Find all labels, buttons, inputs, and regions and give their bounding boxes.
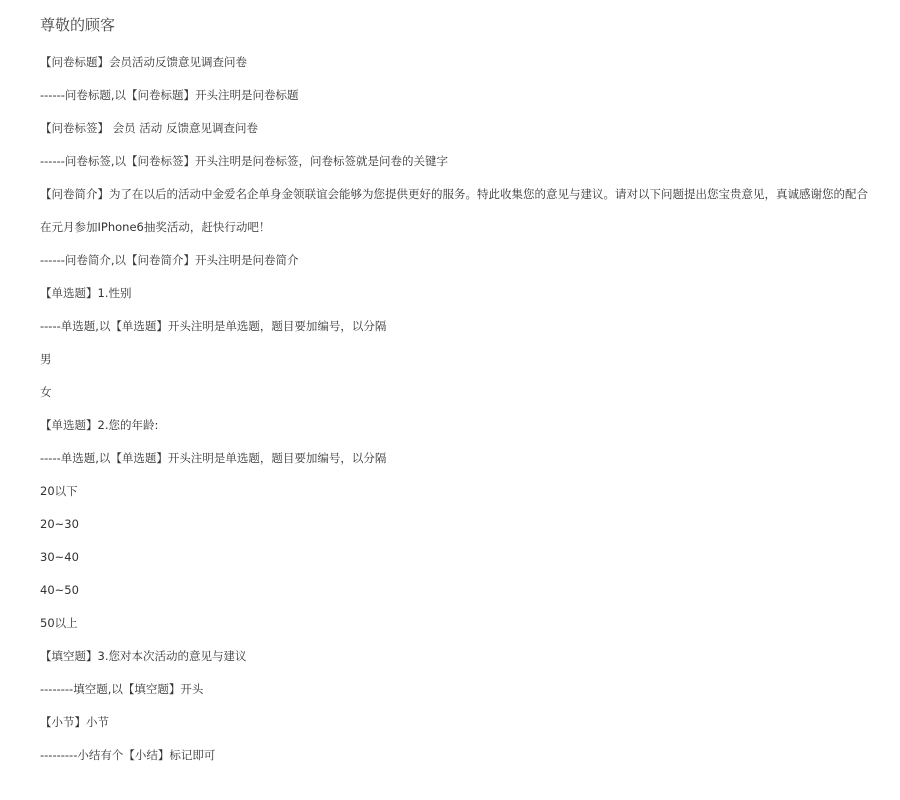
question-2-option: 50以上 xyxy=(40,616,78,630)
question-2-title: 【单选题】2.您的年龄: xyxy=(40,418,159,432)
intro-line: 【问卷简介】为了在以后的活动中金爱名企单身金领联谊会能够为您提供更好的服务。特此收集您的意见与建议。请对以下问题提出您宝贵意见，真诚感谢您的配合 xyxy=(40,187,868,201)
question-2-option: 30~40 xyxy=(40,550,79,564)
questionnaire-document xyxy=(40,14,900,780)
greeting-heading: 尊敬的顾客 xyxy=(40,16,116,34)
intro-continuation: 在元月参加IPhone6抽奖活动，赶快行动吧！ xyxy=(40,220,271,234)
question-1-option: 女 xyxy=(40,385,52,399)
question-2-option: 20以下 xyxy=(40,484,78,498)
question-1-option: 男 xyxy=(40,352,52,366)
tags-line: 【问卷标签】 会员 活动 反馈意见调查问卷 xyxy=(40,121,258,135)
question-1-note: -----单选题,以【单选题】开头注明是单选题，题目要加编号，以分隔 xyxy=(40,319,387,333)
question-2-option: 20~30 xyxy=(40,517,79,531)
question-2-note: -----单选题,以【单选题】开头注明是单选题，题目要加编号，以分隔 xyxy=(40,451,387,465)
question-3-note: --------填空题,以【填空题】开头 xyxy=(40,682,204,696)
intro-note: ------问卷简介,以【问卷简介】开头注明是问卷简介 xyxy=(40,253,299,267)
tags-note: ------问卷标签,以【问卷标签】开头注明是问卷标签，问卷标签就是问卷的关键字 xyxy=(40,154,449,168)
title-note: ------问卷标题,以【问卷标题】开头注明是问卷标题 xyxy=(40,88,299,102)
question-2-option: 40~50 xyxy=(40,583,79,597)
question-3-title: 【填空题】3.您对本次活动的意见与建议 xyxy=(40,649,247,663)
section-note: ---------小结有个【小结】标记即可 xyxy=(40,748,216,762)
title-line: 【问卷标题】会员活动反馈意见调查问卷 xyxy=(40,55,247,69)
question-1-title: 【单选题】1.性别 xyxy=(40,286,132,300)
section-line: 【小节】小节 xyxy=(40,715,109,729)
